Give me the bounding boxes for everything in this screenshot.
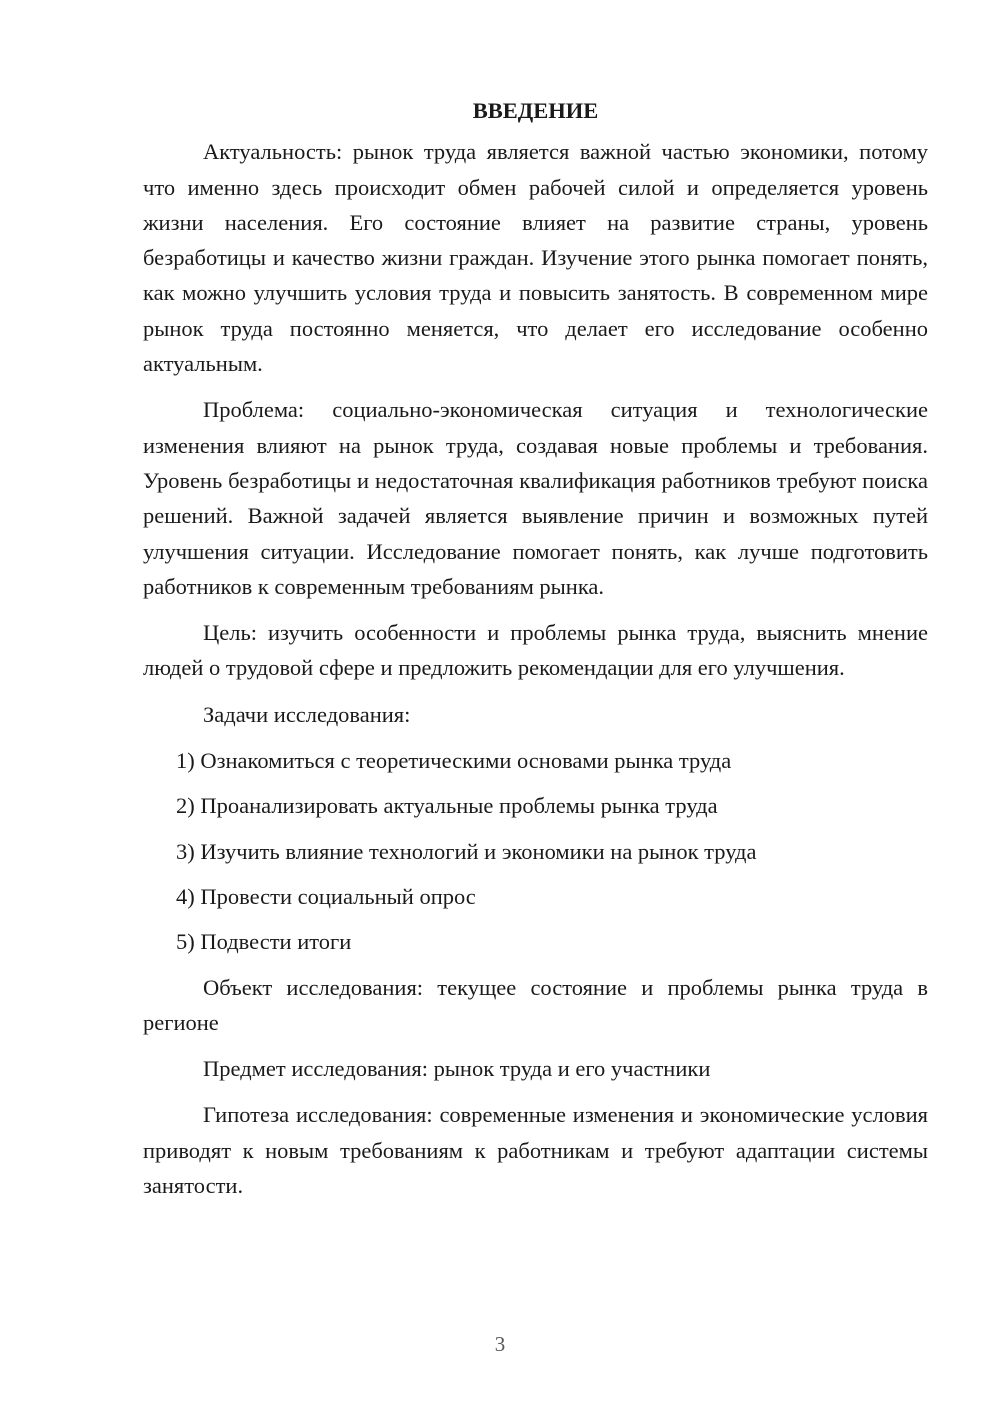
page-number: 3 xyxy=(494,1332,506,1356)
tasks-heading: Задачи исследования: xyxy=(203,701,411,727)
object-paragraph: Объект исследования: текущее состояние и проблемы рынка труда в регионе xyxy=(143,974,928,1035)
section-heading: ВВЕДЕНИЕ xyxy=(472,98,599,123)
subject-paragraph: Предмет исследования: рынок труда и его участники xyxy=(203,1056,711,1082)
task-item: 2) Проанализировать актуальные проблемы рынка труда xyxy=(176,793,718,819)
task-item: 5) Подвести итоги xyxy=(176,929,352,955)
problem-paragraph: Проблема: социально-экономическая ситуация и технологические изменения влияют на рынок труда, создавая новые проблемы и требования. Уровень безработицы и недостаточная квалификация работников требуют поиска решений. Важной задачей является выявление причин и возможных путей улучшения ситуации. Исследование помогает понять, как лучше подготовить работников к современным требованиям рынка. xyxy=(143,397,928,599)
hypothesis-paragraph: Гипотеза исследования: современные изменения и экономические условия приводят к новым требованиям к работникам и требуют адаптации системы занятости. xyxy=(143,1102,928,1199)
relevance-paragraph: Актуальность: рынок труда является важной частью экономики, потому что именно здесь происходит обмен рабочей силой и определяется уровень жизни населения. Его состояние влияет на развитие страны, уровень безработицы и качество жизни граждан. Изучение этого рынка помогает понять, как можно улучшить условия труда и повысить занятость. В современном мире рынок труда постоянно меняется, что делает его исследование особенно актуальным. xyxy=(143,139,928,377)
tasks-list xyxy=(143,743,928,959)
task-item: 3) Изучить влияние технологий и экономики на рынок труда xyxy=(176,838,757,864)
page-content xyxy=(143,93,928,1214)
task-item: 1) Ознакомиться с теоретическими основами рынка труда xyxy=(176,748,732,774)
goal-paragraph: Цель: изучить особенности и проблемы рынка труда, выяснить мнение людей о трудовой сфере и предложить рекомендации для его улучшения. xyxy=(143,620,928,681)
task-item: 4) Провести социальный опрос xyxy=(176,883,476,909)
